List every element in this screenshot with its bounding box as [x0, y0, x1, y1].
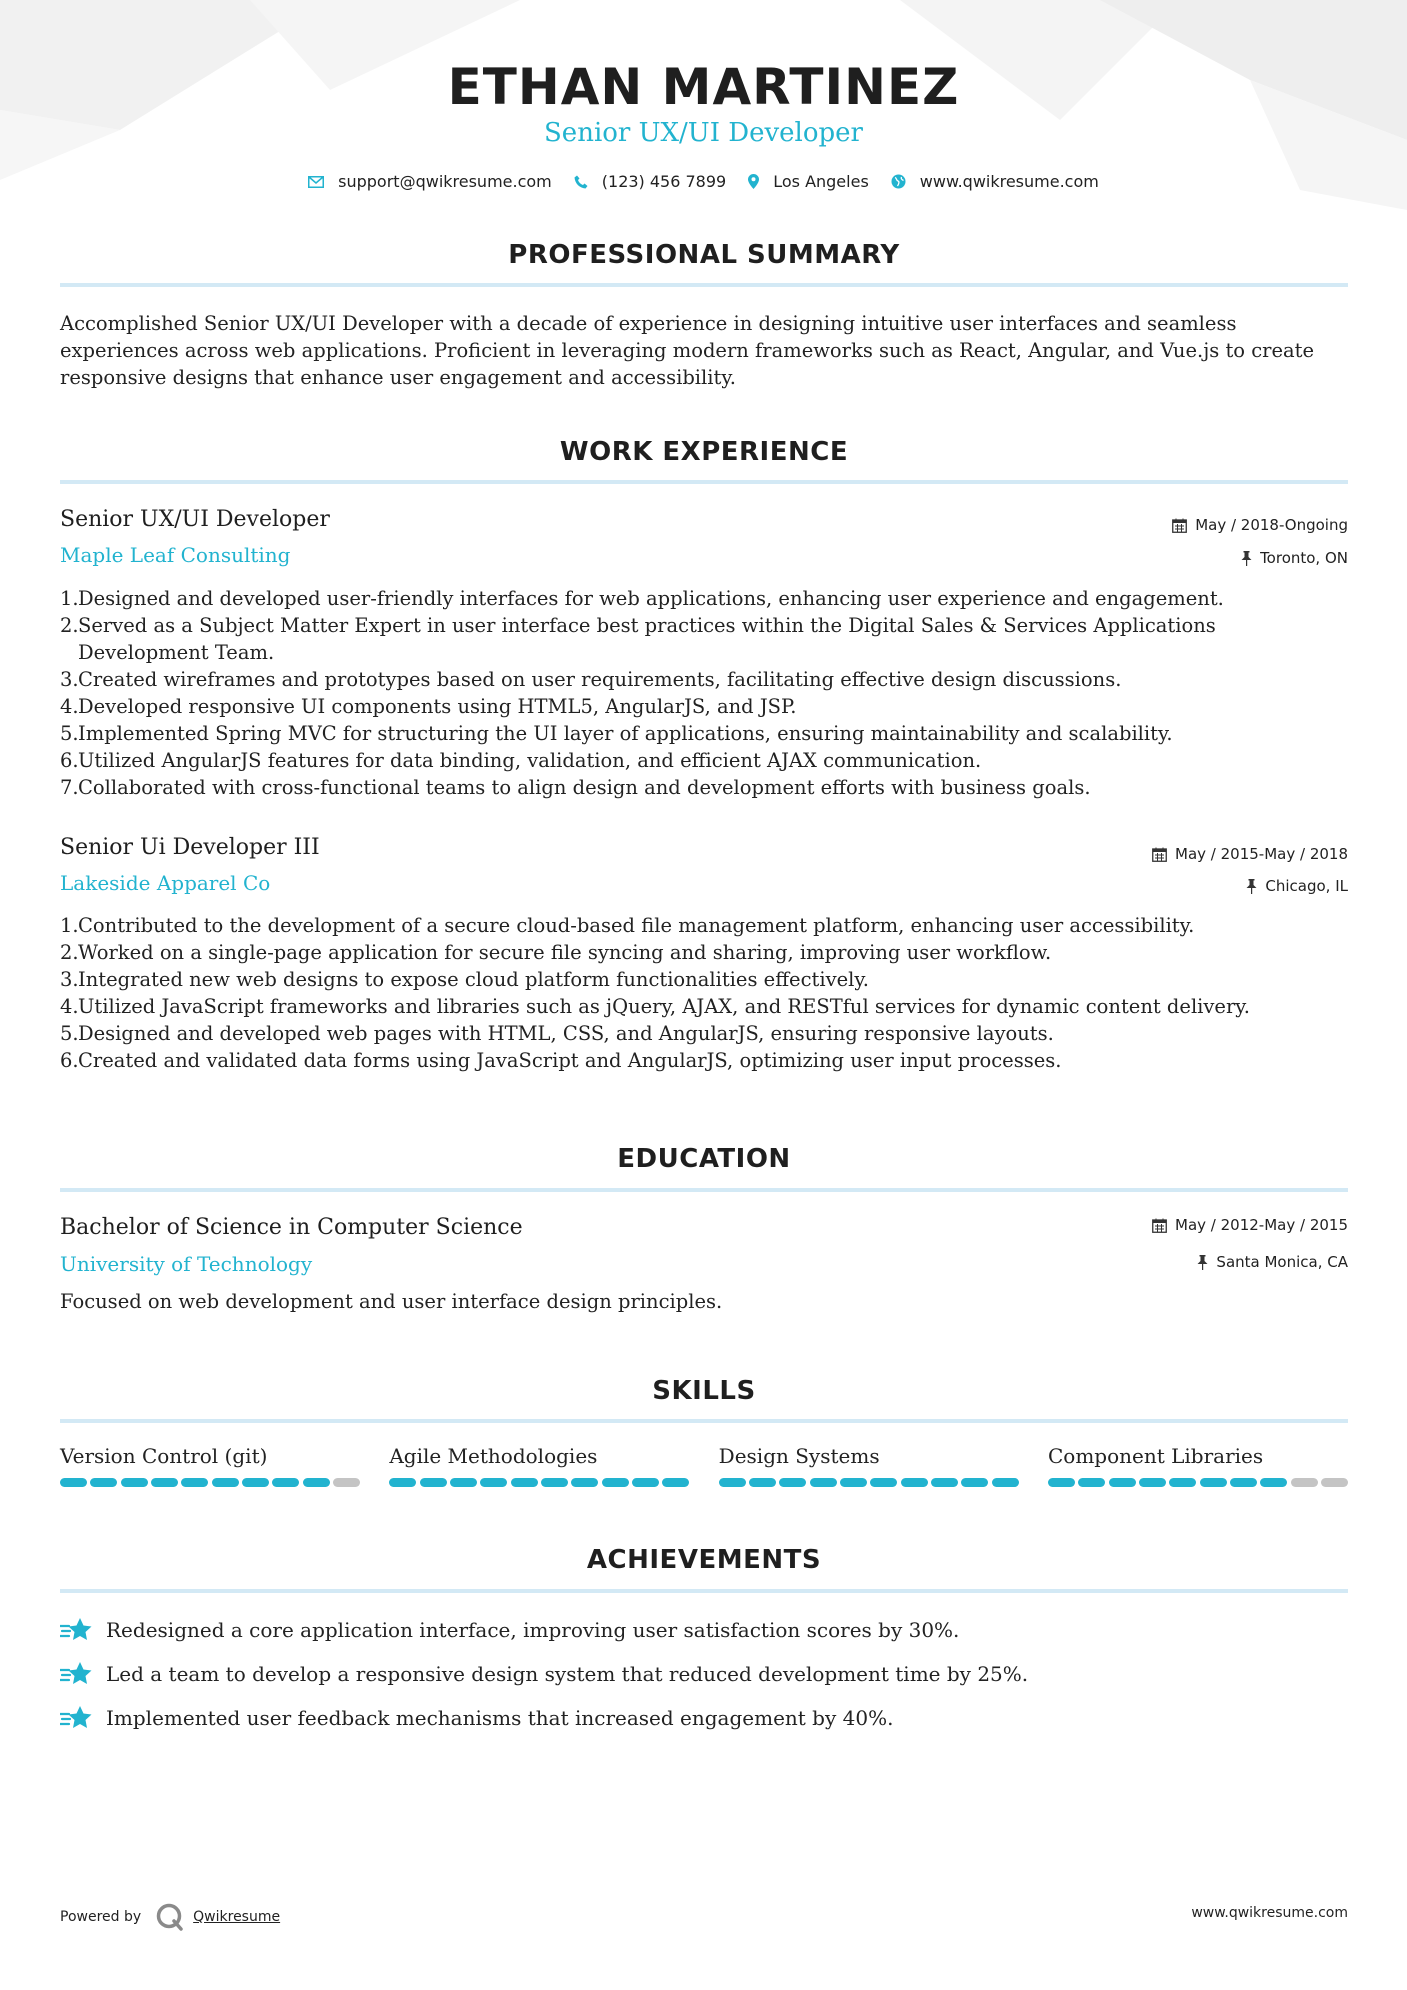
achievement-text: Led a team to develop a responsive design system that reduced development time by 25%.	[106, 1662, 1029, 1686]
skill-segment-filled	[1260, 1478, 1287, 1487]
skill-segment-filled	[389, 1478, 416, 1487]
skill-item	[719, 1444, 1019, 1487]
education-location-text: Santa Monica, CA	[1216, 1253, 1348, 1271]
skill-segment-filled	[571, 1478, 598, 1487]
skill-segment-empty	[1291, 1478, 1318, 1487]
list-item: 4. Utilized JavaScript frameworks and libraries such as jQuery, AJAX, and RESTful services for dynamic content delivery.	[60, 995, 1250, 1018]
skill-segment-filled	[840, 1478, 867, 1487]
list-item: 1. Designed and developed user-friendly interfaces for web applications, enhancing user experience and engagement.	[60, 587, 1224, 610]
school-name: University of Technology	[60, 1252, 313, 1276]
skill-segment-filled	[60, 1478, 87, 1487]
skill-segment-filled	[901, 1478, 928, 1487]
skill-rating-bar	[1048, 1478, 1348, 1487]
skill-segment-filled	[212, 1478, 239, 1487]
skill-rating-bar	[719, 1478, 1019, 1487]
skill-item	[60, 1444, 360, 1487]
skill-segment-filled	[1048, 1478, 1075, 1487]
skill-segment-filled	[632, 1478, 659, 1487]
skill-segment-filled	[779, 1478, 806, 1487]
contact-location	[748, 172, 869, 191]
list-item: 5. Designed and developed web pages with HTML, CSS, and AngularJS, ensuring responsive layouts.	[60, 1022, 1054, 1045]
job-dates-text: May / 2015-May / 2018	[1175, 845, 1348, 863]
shooting-star-icon	[60, 1704, 94, 1732]
shooting-star-icon	[60, 1660, 94, 1688]
phone-icon	[574, 175, 588, 189]
contact-bar	[0, 172, 1407, 191]
location-text: Los Angeles	[773, 172, 869, 191]
list-item: 7. Collaborated with cross-functional teams to align design and development efforts with business goals.	[60, 776, 1091, 799]
achievement-item	[60, 1616, 959, 1644]
skill-segment-empty	[1321, 1478, 1348, 1487]
skill-segment-filled	[1139, 1478, 1166, 1487]
email-text: support@qwikresume.com	[338, 172, 552, 191]
skill-segment-filled	[961, 1478, 988, 1487]
skill-segment-filled	[480, 1478, 507, 1487]
list-item: 4. Developed responsive UI components using HTML5, AngularJS, and JSP.	[60, 695, 797, 718]
list-item: 3. Created wireframes and prototypes based on user requirements, facilitating effective design discussions.	[60, 668, 1122, 691]
skill-segment-filled	[749, 1478, 776, 1487]
education-location	[1197, 1253, 1348, 1271]
skill-segment-filled	[931, 1478, 958, 1487]
skill-segment-filled	[1230, 1478, 1257, 1487]
map-pin-icon	[748, 174, 759, 189]
job-title: Senior UX/UI Developer	[60, 507, 330, 532]
skill-item	[1048, 1444, 1348, 1487]
job-location	[1246, 877, 1348, 895]
calendar-icon	[1152, 847, 1167, 862]
list-item: 1. Contributed to the development of a secure cloud-based file management platform, enhancing user accessibility.	[60, 914, 1195, 937]
phone-text: (123) 456 7899	[601, 172, 727, 191]
education-divider	[60, 1188, 1348, 1192]
education-heading: EDUCATION	[617, 1144, 791, 1174]
skill-item	[389, 1444, 689, 1487]
achievement-text: Redesigned a core application interface, improving user satisfaction scores by 30%.	[106, 1618, 960, 1642]
achievements-divider	[60, 1589, 1348, 1593]
pushpin-icon	[1241, 551, 1252, 566]
degree-title: Bachelor of Science in Computer Science	[60, 1215, 523, 1240]
pushpin-icon	[1197, 1255, 1208, 1270]
pushpin-icon	[1246, 879, 1257, 894]
skill-segment-filled	[541, 1478, 568, 1487]
education-dates-text: May / 2012-May / 2015	[1175, 1216, 1348, 1234]
skill-segment-filled	[242, 1478, 269, 1487]
qwikresume-logo-icon	[155, 1902, 185, 1932]
calendar-icon	[1152, 1218, 1167, 1233]
job-dates	[1172, 516, 1348, 534]
envelope-icon	[308, 176, 324, 188]
summary-heading: PROFESSIONAL SUMMARY	[508, 240, 900, 270]
job-company: Maple Leaf Consulting	[60, 543, 291, 567]
contact-phone[interactable]	[574, 172, 726, 191]
skill-segment-filled	[450, 1478, 477, 1487]
skill-segment-filled	[420, 1478, 447, 1487]
footer-powered-by	[60, 1902, 280, 1932]
experience-divider	[60, 480, 1348, 484]
skill-segment-filled	[181, 1478, 208, 1487]
summary-text: Accomplished Senior UX/UI Developer with a decade of experience in designing intuitive user interfaces and seamless experiences across web applications. Proficient in leveraging modern frameworks such as React, Angular, and Vue.js to create responsive designs that enhance user engagement and accessibility.	[60, 312, 1315, 389]
skill-rating-bar	[60, 1478, 360, 1487]
job-bullets	[60, 585, 1348, 801]
candidate-name: ETHAN MARTINEZ	[447, 58, 960, 116]
list-item: 2. Worked on a single-page application for secure file syncing and sharing, improving user workflow.	[60, 941, 1052, 964]
achievement-item	[60, 1660, 1028, 1688]
skill-segment-filled	[90, 1478, 117, 1487]
candidate-title: Senior UX/UI Developer	[544, 118, 863, 148]
skill-segment-filled	[272, 1478, 299, 1487]
skill-segment-filled	[810, 1478, 837, 1487]
list-item: 2. Served as a Subject Matter Expert in user interface best practices within the Digital Sales & Services Applications Development Team.	[60, 614, 1216, 664]
skill-segment-filled	[151, 1478, 178, 1487]
skill-segment-filled	[1109, 1478, 1136, 1487]
education-dates	[1152, 1216, 1348, 1234]
skill-segment-filled	[992, 1478, 1019, 1487]
achievements-heading: ACHIEVEMENTS	[586, 1545, 822, 1575]
calendar-icon	[1172, 518, 1187, 533]
job-location-text: Toronto, ON	[1260, 549, 1348, 567]
brand-link[interactable]: Qwikresume	[193, 1909, 281, 1925]
skill-rating-bar	[389, 1478, 689, 1487]
globe-icon	[891, 174, 906, 189]
skill-segment-filled	[121, 1478, 148, 1487]
achievement-item	[60, 1704, 893, 1732]
job-bullets	[60, 912, 1348, 1074]
list-item: 6. Created and validated data forms using JavaScript and AngularJS, optimizing user input processes.	[60, 1049, 1062, 1072]
skills-heading: SKILLS	[652, 1376, 756, 1406]
skills-list	[60, 1444, 1348, 1487]
footer-website[interactable]: www.qwikresume.com	[1191, 1905, 1348, 1921]
skill-segment-filled	[662, 1478, 689, 1487]
skill-segment-empty	[333, 1478, 360, 1487]
skill-label: Component Libraries	[1047, 1444, 1264, 1468]
job-company: Lakeside Apparel Co	[60, 871, 271, 895]
achievement-text: Implemented user feedback mechanisms that increased engagement by 40%.	[106, 1706, 894, 1730]
job-location-text: Chicago, IL	[1265, 877, 1348, 895]
skill-segment-filled	[1200, 1478, 1227, 1487]
job-dates	[1152, 845, 1348, 863]
experience-heading: WORK EXPERIENCE	[559, 437, 849, 467]
skill-label: Agile Methodologies	[389, 1444, 598, 1468]
skill-label: Design Systems	[718, 1444, 880, 1468]
list-item: 6. Utilized AngularJS features for data binding, validation, and efficient AJAX communication.	[60, 749, 982, 772]
powered-by-label: Powered by	[60, 1909, 142, 1925]
list-item: 3. Integrated new web designs to expose cloud platform functionalities effectively.	[60, 968, 869, 991]
skill-segment-filled	[870, 1478, 897, 1487]
skill-segment-filled	[511, 1478, 538, 1487]
contact-email[interactable]	[308, 172, 552, 191]
skill-segment-filled	[303, 1478, 330, 1487]
job-dates-text: May / 2018-Ongoing	[1195, 516, 1348, 534]
job-location	[1241, 549, 1348, 567]
list-item: 5. Implemented Spring MVC for structuring the UI layer of applications, ensuring maintainability and scalability.	[60, 722, 1173, 745]
summary-divider	[60, 283, 1348, 287]
education-description: Focused on web development and user interface design principles.	[60, 1290, 723, 1313]
skill-segment-filled	[719, 1478, 746, 1487]
skill-label: Version Control (git)	[60, 1444, 268, 1468]
website-text: www.qwikresume.com	[919, 172, 1099, 191]
contact-website[interactable]	[891, 172, 1099, 191]
skills-divider	[60, 1419, 1348, 1423]
skill-segment-filled	[1078, 1478, 1105, 1487]
shooting-star-icon	[60, 1616, 94, 1644]
job-title: Senior Ui Developer III	[60, 835, 320, 860]
skill-segment-filled	[1169, 1478, 1196, 1487]
skill-segment-filled	[602, 1478, 629, 1487]
